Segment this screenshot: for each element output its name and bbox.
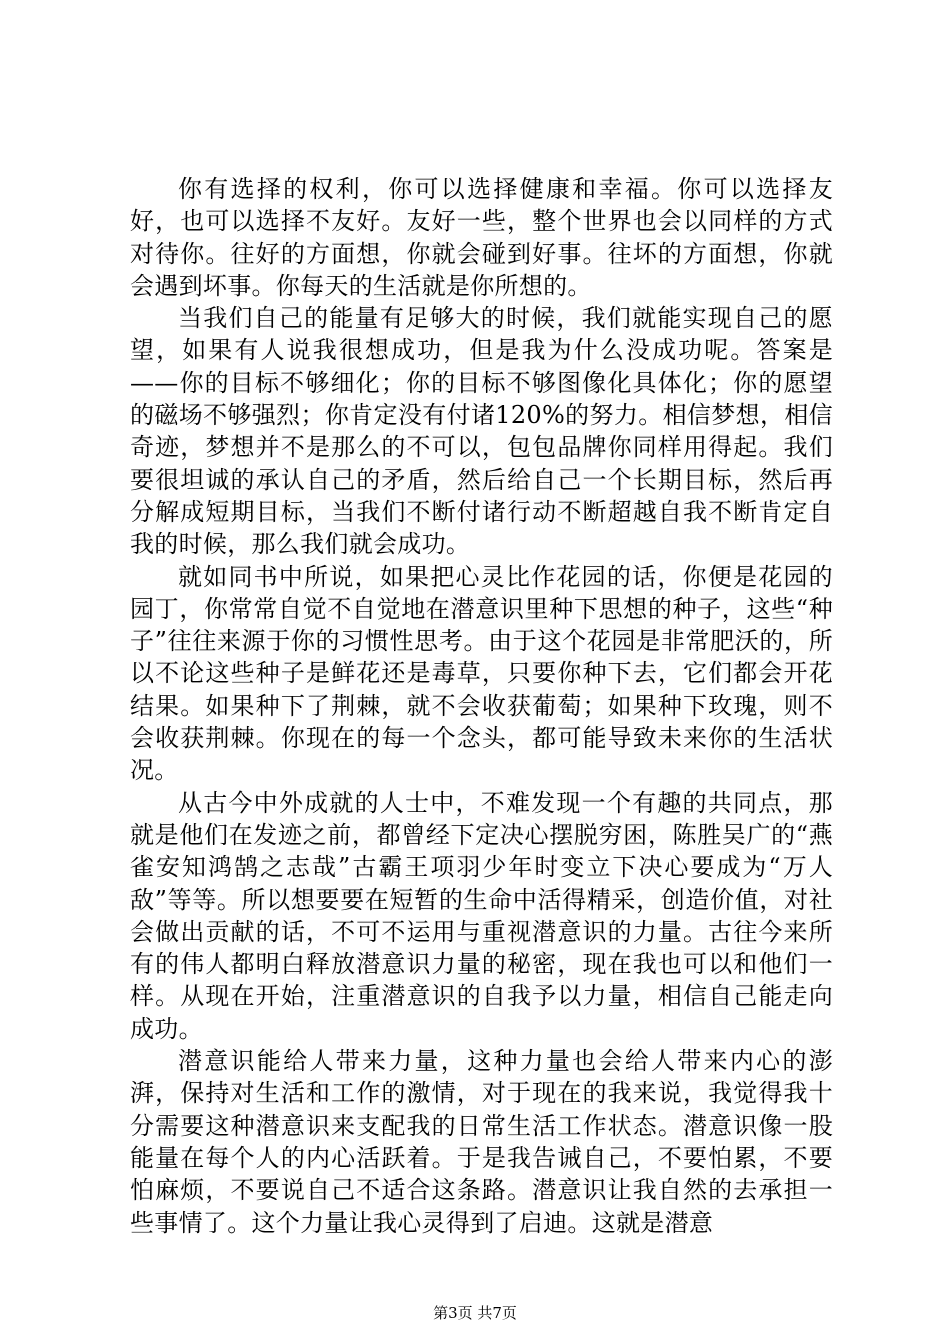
paragraph: 潜意识能给人带来力量，这种力量也会给人带来内心的澎湃，保持对生活和工作的激情，对于现在的我来说，我觉得我十分需要这种潜意识来支配我的日常生活工作状态。潜意识像一股能量在每个人的内心活跃着。于是我告诫自己，不要怕累，不要怕麻烦，不要说自己不适合这条路。潜意识让我自然的去承担一些事情了。这个力量让我心灵得到了启迪。这就是潜意	[130, 1047, 833, 1237]
paragraph: 当我们自己的能量有足够大的时候，我们就能实现自己的愿望，如果有人说我很想成功，但是我为什么没成功呢。答案是——你的目标不够细化；你的目标不够图像化具体化；你的愿望的磁场不够强烈；你肯定没有付诸120%的努力。相信梦想，相信奇迹，梦想并不是那么的不可以，包包品牌你同样用得起。我们要很坦诚的承认自己的矛盾，然后给自己一个长期目标，然后再分解成短期目标，当我们不断付诸行动不断超越自我不断肯定自我的时候，那么我们就会成功。	[130, 304, 833, 559]
paragraph: 就如同书中所说，如果把心灵比作花园的话，你便是花园的园丁，你常常自觉不自觉地在潜意识里种下思想的种子，这些“种子”往往来源于你的习惯性思考。由于这个花园是非常肥沃的，所以不论这些种子是鲜花还是毒草，只要你种下去，它们都会开花结果。如果种下了荆棘，就不会收获葡萄；如果种下玫瑰，则不会收获荆棘。你现在的每一个念头，都可能导致未来你的生活状况。	[130, 562, 833, 785]
page-footer: 第3页 共7页	[433, 1304, 517, 1322]
paragraph: 从古今中外成就的人士中，不难发现一个有趣的共同点，那就是他们在发迹之前，都曾经下定决心摆脱穷困，陈胜吴广的“燕雀安知鸿鹄之志哉”古霸王项羽少年时变立下决心要成为“万人敌”等等。所以想要要在短暂的生命中活得精采，创造价值，对社会做出贡献的话，不可不运用与重视潜意识的力量。古往今来所有的伟人都明白释放潜意识力量的秘密，现在我也可以和他们一样。从现在开始，注重潜意识的自我予以力量，相信自己能走向成功。	[130, 788, 833, 1043]
body-text	[130, 173, 833, 1239]
paragraph: 你有选择的权利，你可以选择健康和幸福。你可以选择友好，也可以选择不友好。友好一些，整个世界也会以同样的方式对待你。往好的方面想，你就会碰到好事。往坏的方面想，你就会遇到坏事。你每天的生活就是你所想的。	[130, 175, 833, 300]
